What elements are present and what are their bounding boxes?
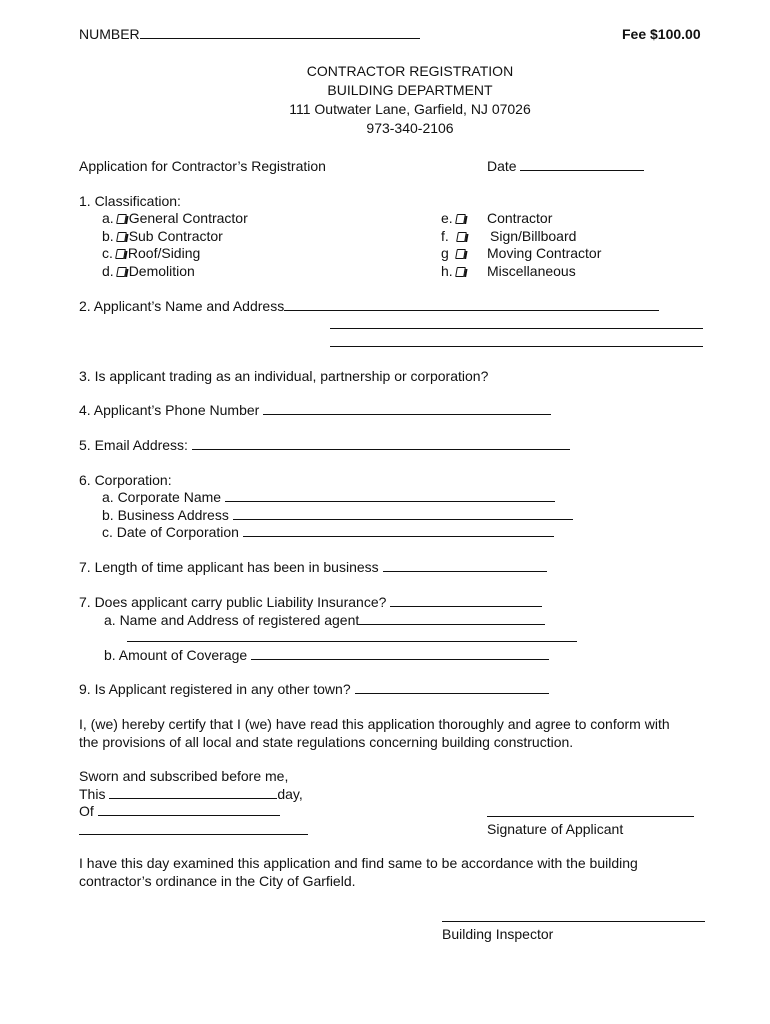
class-label-g: Moving Contractor [487,245,602,261]
q6c-field [102,524,554,541]
sworn-of-line[interactable] [98,803,280,816]
q9-field [79,681,549,698]
class-item-c[interactable] [102,245,200,262]
q7bb-line[interactable] [251,647,549,660]
class-letter: e. [441,210,453,226]
class-letter: g [441,245,449,261]
sworn-of-label: Of [79,803,94,819]
checkbox-icon[interactable] [455,249,466,259]
class-letter: d. [102,263,114,279]
q2-line-3[interactable] [330,346,703,347]
sworn-line-1: Sworn and subscribed before me, [79,768,289,784]
number-line[interactable] [140,26,420,39]
checkbox-icon[interactable] [116,214,127,224]
q4-label: 4. Applicant’s Phone Number [79,402,260,418]
checkbox-icon[interactable] [116,232,127,242]
class-label-f: Sign/Billboard [490,228,577,244]
q6a-line[interactable] [225,489,555,502]
notary-signature-line[interactable] [79,834,308,835]
class-label: General Contractor [128,210,248,226]
inspector-signature-line[interactable] [442,921,705,922]
checkbox-icon[interactable] [116,267,127,277]
class-letter: f. [441,228,449,244]
q7ba-field [104,612,545,629]
class-letter: a. [102,210,114,226]
q2-line[interactable] [284,298,659,311]
class-label-e: Contractor [487,210,553,226]
application-label: Application for Contractor’s Registration [79,158,326,174]
date-label: Date [487,158,517,174]
q4-line[interactable] [263,402,551,415]
q2-field [79,298,659,315]
checkbox-icon[interactable] [455,214,466,224]
applicant-signature-line[interactable] [487,816,694,817]
sworn-of-field [79,803,280,820]
class-label: Sub Contractor [128,228,223,244]
q9-line[interactable] [355,681,549,694]
sworn-this-label: This [79,786,106,802]
class-letter: h. [441,263,453,279]
q7ba-label: a. Name and Address of registered agent [104,612,360,628]
q2-label: 2. Applicant’s Name and Address [79,298,285,314]
q7bb-field [104,647,549,664]
signature-applicant-label: Signature of Applicant [487,821,624,837]
examined-line-1: I have this day examined this application and find same to be accordance with the building [79,855,638,871]
date-line[interactable] [520,158,644,171]
q7b-line[interactable] [390,594,542,607]
q6c-line[interactable] [243,524,554,537]
class-item-d[interactable] [102,263,195,280]
number-label: NUMBER [79,26,140,42]
class-item-h[interactable] [441,263,468,280]
q6b-field [102,507,573,524]
checkbox-icon[interactable] [456,232,467,242]
class-item-a[interactable] [102,210,248,227]
class-item-g[interactable] [441,245,468,262]
title-line-4: 973-340-2106 [366,120,454,136]
title-line-2: BUILDING DEPARTMENT [327,82,493,98]
q7ba-line[interactable] [359,612,545,625]
q2-line-2[interactable] [330,328,703,329]
q7-field [79,559,547,576]
q7-label: 7. Length of time applicant has been in business [79,559,379,575]
checkbox-icon[interactable] [455,267,466,277]
sworn-this-field [79,786,303,803]
q6a-label: a. Corporate Name [102,489,222,505]
title-line-3: 111 Outwater Lane, Garfield, NJ 07026 [289,101,531,117]
q9-label: 9. Is Applicant registered in any other town? [79,681,351,697]
class-label-h: Miscellaneous [487,263,576,279]
q6c-label: c. Date of Corporation [102,524,239,540]
checkbox-icon[interactable] [115,249,126,259]
class-label: Roof/Siding [127,245,201,261]
q5-field [79,437,570,454]
q7-line[interactable] [383,559,547,572]
class-label: Demolition [128,263,195,279]
q7b-label: 7. Does applicant carry public Liability Insurance? [79,594,387,610]
q6-label: 6. Corporation: [79,472,172,488]
q4-field [79,402,551,419]
sworn-day-label: day, [277,786,303,802]
class-letter: b. [102,228,114,244]
fee-label: Fee $100.00 [622,26,701,42]
class-item-f[interactable] [441,228,469,245]
q6b-line[interactable] [233,507,573,520]
class-letter: c. [102,245,113,261]
certification-line-1: I, (we) hereby certify that I (we) have read this application thoroughly and agree to conform with [79,716,670,732]
class-item-b[interactable] [102,228,223,245]
sworn-this-line[interactable] [109,786,277,799]
examined-line-2: contractor’s ordinance in the City of Garfield. [79,873,356,889]
classification-heading: 1. Classification: [79,193,181,209]
q6a-field [102,489,555,506]
q3-label: 3. Is applicant trading as an individual, partnership or corporation? [79,368,489,384]
q7bb-label: b. Amount of Coverage [104,647,248,663]
certification-line-2: the provisions of all local and state regulations concerning building construction. [79,734,574,750]
q6b-label: b. Business Address [102,507,229,523]
q7b-field [79,594,542,611]
building-inspector-label: Building Inspector [442,926,554,942]
date-field [487,158,644,175]
class-item-e[interactable] [441,210,468,227]
title-line-1: CONTRACTOR REGISTRATION [306,63,514,79]
q5-line[interactable] [192,437,570,450]
q7ba-line-2[interactable] [127,641,577,642]
q5-label: 5. Email Address: [79,437,188,453]
number-field [79,26,420,43]
